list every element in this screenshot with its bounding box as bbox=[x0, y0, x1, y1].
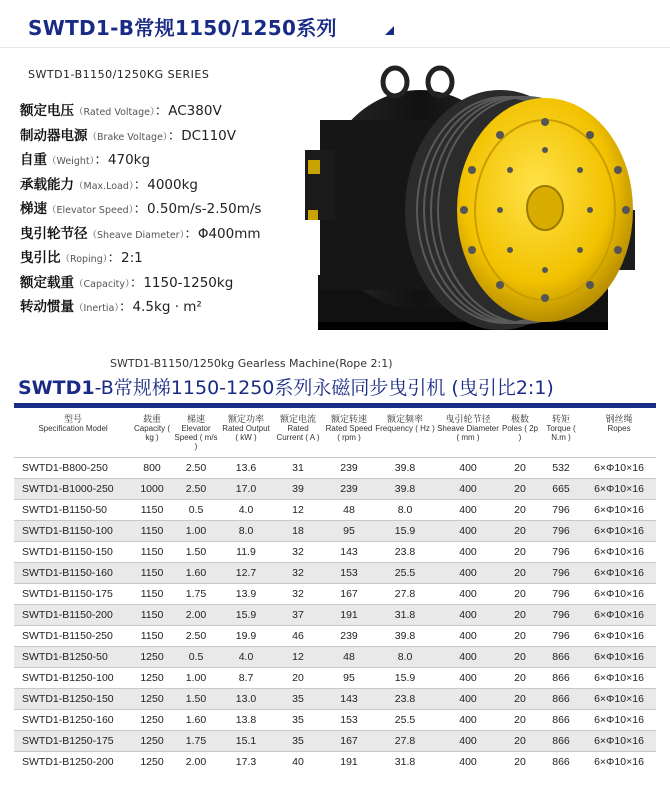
spec-english-label: （Sheave Diameter） bbox=[87, 229, 185, 241]
table-cell: 1.75 bbox=[172, 730, 220, 751]
table-cell: 6×Φ10×16 bbox=[582, 667, 656, 688]
table-cell: 32 bbox=[272, 583, 324, 604]
table-cell: 1250 bbox=[132, 709, 172, 730]
column-header-en: Ropes bbox=[607, 424, 631, 433]
table-row bbox=[14, 541, 656, 562]
table-cell: 796 bbox=[540, 541, 582, 562]
spec-row bbox=[20, 197, 320, 222]
table-cell: 1250 bbox=[132, 730, 172, 751]
column-header bbox=[374, 409, 436, 457]
spec-english-label: （Brake Voltage） bbox=[87, 131, 168, 143]
table-cell: 1000 bbox=[132, 478, 172, 499]
table-row bbox=[14, 688, 656, 709]
table-cell: 39.8 bbox=[374, 478, 436, 499]
table-cell: 31.8 bbox=[374, 751, 436, 772]
table-cell: SWTD1-B1250-160 bbox=[14, 709, 132, 730]
table-cell: 1.60 bbox=[172, 709, 220, 730]
spec-value: 470kg bbox=[107, 152, 151, 168]
spec-colon: ： bbox=[129, 274, 144, 291]
table-cell: 6×Φ10×16 bbox=[582, 457, 656, 478]
table-row bbox=[14, 751, 656, 772]
table-cell: 239 bbox=[324, 625, 374, 646]
table-cell: 167 bbox=[324, 583, 374, 604]
table-cell: 800 bbox=[132, 457, 172, 478]
table-cell: 796 bbox=[540, 604, 582, 625]
column-header-cn: 额定频率 bbox=[386, 414, 423, 424]
table-cell: 12 bbox=[272, 499, 324, 520]
table-cell: 39.8 bbox=[374, 625, 436, 646]
table-cell: 1.50 bbox=[172, 541, 220, 562]
table-body bbox=[14, 457, 656, 772]
table-row bbox=[14, 730, 656, 751]
table-cell: SWTD1-B1150-100 bbox=[14, 520, 132, 541]
table-cell: 400 bbox=[436, 541, 500, 562]
table-cell: 153 bbox=[324, 562, 374, 583]
column-header-cn: 极数 bbox=[510, 414, 529, 424]
spec-row bbox=[20, 173, 320, 198]
spec-label: 制动器电源 bbox=[20, 127, 88, 144]
table-cell: 1150 bbox=[132, 604, 172, 625]
spec-english-label: （Inertia） bbox=[74, 303, 120, 314]
table-cell: 191 bbox=[324, 751, 374, 772]
table-cell: 48 bbox=[324, 646, 374, 667]
spec-colon: ： bbox=[94, 152, 108, 168]
table-cell: 35 bbox=[272, 709, 324, 730]
table-cell: 6×Φ10×16 bbox=[582, 625, 656, 646]
table-cell: 95 bbox=[324, 520, 374, 541]
table-cell: 35 bbox=[272, 730, 324, 751]
table-cell: 4.0 bbox=[220, 499, 272, 520]
table-cell: 11.9 bbox=[220, 541, 272, 562]
table-cell: 6×Φ10×16 bbox=[582, 730, 656, 751]
table-cell: 35 bbox=[272, 688, 324, 709]
table-cell: 1150 bbox=[132, 625, 172, 646]
table-cell: 20 bbox=[500, 709, 540, 730]
table-cell: 39.8 bbox=[374, 457, 436, 478]
table-cell: 2.50 bbox=[172, 457, 220, 478]
table-cell: 6×Φ10×16 bbox=[582, 604, 656, 625]
table-cell: 866 bbox=[540, 688, 582, 709]
column-header bbox=[324, 409, 374, 457]
column-header-cn: 转矩 bbox=[551, 414, 570, 424]
traction-machine-image bbox=[300, 60, 660, 340]
table-cell: 0.5 bbox=[172, 646, 220, 667]
spec-label: 承载能力 bbox=[20, 176, 74, 193]
table-cell: 0.5 bbox=[172, 499, 220, 520]
table-cell: 20 bbox=[500, 541, 540, 562]
spec-english-label: （Elevator Speed） bbox=[47, 205, 134, 216]
table-cell: 31.8 bbox=[374, 604, 436, 625]
table-cell: 1150 bbox=[132, 499, 172, 520]
table-cell: SWTD1-B1250-200 bbox=[14, 751, 132, 772]
table-cell: 37 bbox=[272, 604, 324, 625]
table-cell: 23.8 bbox=[374, 688, 436, 709]
table-cell: 400 bbox=[436, 562, 500, 583]
table-row bbox=[14, 499, 656, 520]
table-cell: 1250 bbox=[132, 751, 172, 772]
column-header-en: Rated Speed ( rpm ) bbox=[325, 424, 373, 442]
spec-english-label: （Max.Load） bbox=[74, 180, 134, 192]
table-cell: 796 bbox=[540, 562, 582, 583]
table-cell: 6×Φ10×16 bbox=[582, 583, 656, 604]
table-cell: 1250 bbox=[132, 688, 172, 709]
table-cell: 31 bbox=[272, 457, 324, 478]
table-row bbox=[14, 646, 656, 667]
table-cell: 15.9 bbox=[220, 604, 272, 625]
table-cell: 400 bbox=[436, 688, 500, 709]
table-row bbox=[14, 667, 656, 688]
table-cell: 6×Φ10×16 bbox=[582, 562, 656, 583]
column-header-cn: 额定功率 bbox=[227, 414, 264, 424]
table-title-rest: -B常规梯1150-1250系列永磁同步曳引机 (曳引比2:1) bbox=[94, 377, 554, 399]
table-cell: 20 bbox=[500, 583, 540, 604]
column-header-en: Poles ( 2p ) bbox=[501, 424, 539, 442]
column-header bbox=[436, 409, 500, 457]
column-header-en: Capacity ( kg ) bbox=[133, 424, 170, 442]
spec-colon: ： bbox=[154, 103, 169, 119]
table-cell: 796 bbox=[540, 625, 582, 646]
table-cell: SWTD1-B1250-150 bbox=[14, 688, 132, 709]
table-cell: 25.5 bbox=[374, 709, 436, 730]
table-cell: 15.9 bbox=[374, 667, 436, 688]
table-cell: 13.8 bbox=[220, 709, 272, 730]
spec-row bbox=[20, 99, 320, 124]
table-cell: 153 bbox=[324, 709, 374, 730]
table-cell: 95 bbox=[324, 667, 374, 688]
spec-english-text: Sheave Diameter bbox=[97, 229, 180, 241]
spec-english-label: （Capacity） bbox=[74, 278, 130, 290]
table-cell: 12.7 bbox=[220, 562, 272, 583]
table-cell: 13.0 bbox=[220, 688, 272, 709]
table-cell: 400 bbox=[436, 457, 500, 478]
table-cell: 13.9 bbox=[220, 583, 272, 604]
table-cell: 400 bbox=[436, 499, 500, 520]
table-cell: SWTD1-B800-250 bbox=[14, 457, 132, 478]
table-cell: 6×Φ10×16 bbox=[582, 478, 656, 499]
spec-english-text: Brake Voltage bbox=[97, 131, 163, 143]
table-title bbox=[18, 373, 554, 400]
column-header-cn: 额定电流 bbox=[279, 414, 316, 424]
table-cell: 20 bbox=[500, 646, 540, 667]
triangle-marker-icon bbox=[385, 26, 394, 35]
table-cell: 17.0 bbox=[220, 478, 272, 499]
column-header-en: Frequency ( Hz ) bbox=[375, 424, 435, 433]
table-cell: SWTD1-B1150-200 bbox=[14, 604, 132, 625]
table-cell: 400 bbox=[436, 709, 500, 730]
table-cell: 13.6 bbox=[220, 457, 272, 478]
column-header-cn: 钢丝绳 bbox=[605, 414, 633, 424]
header-divider bbox=[0, 47, 670, 48]
spec-english-text: Roping bbox=[70, 254, 103, 265]
spec-label: 额定电压 bbox=[20, 103, 74, 119]
table-cell: 4.0 bbox=[220, 646, 272, 667]
table-cell: 8.0 bbox=[374, 499, 436, 520]
spec-row bbox=[20, 124, 320, 149]
table-cell: 400 bbox=[436, 604, 500, 625]
column-header-cn: 梯速 bbox=[186, 414, 205, 424]
table-cell: 866 bbox=[540, 709, 582, 730]
page-title: SWTD1-B常规1150/1250系列 bbox=[28, 16, 337, 40]
table-cell: 6×Φ10×16 bbox=[582, 751, 656, 772]
column-header bbox=[172, 409, 220, 457]
table-cell: 2.50 bbox=[172, 625, 220, 646]
table-cell: 1.00 bbox=[172, 667, 220, 688]
table-cell: 866 bbox=[540, 730, 582, 751]
table-cell: 866 bbox=[540, 667, 582, 688]
table-row bbox=[14, 583, 656, 604]
spec-label: 曳引比 bbox=[20, 250, 61, 266]
table-cell: SWTD1-B1250-175 bbox=[14, 730, 132, 751]
table-cell: 20 bbox=[500, 520, 540, 541]
table-cell: 32 bbox=[272, 562, 324, 583]
table-cell: 15.1 bbox=[220, 730, 272, 751]
table-cell: 20 bbox=[272, 667, 324, 688]
table-cell: 40 bbox=[272, 751, 324, 772]
series-subtitle: SWTD1-B1150/1250KG SERIES bbox=[28, 68, 210, 81]
spec-row bbox=[20, 222, 320, 247]
table-cell: 1.50 bbox=[172, 688, 220, 709]
table-cell: 532 bbox=[540, 457, 582, 478]
table-cell: 1150 bbox=[132, 583, 172, 604]
column-header-cn: 载重 bbox=[142, 414, 161, 424]
table-title-bold: SWTD1 bbox=[18, 377, 95, 399]
spec-colon: ： bbox=[133, 176, 148, 193]
spec-row bbox=[20, 148, 320, 173]
spec-value: Φ400mm bbox=[197, 225, 261, 242]
table-cell: SWTD1-B1150-160 bbox=[14, 562, 132, 583]
table-cell: 400 bbox=[436, 520, 500, 541]
spec-english-label: （Roping） bbox=[60, 254, 108, 265]
column-header bbox=[500, 409, 540, 457]
table-cell: 20 bbox=[500, 457, 540, 478]
table-row bbox=[14, 457, 656, 478]
table-cell: 19.9 bbox=[220, 625, 272, 646]
table-cell: 1.75 bbox=[172, 583, 220, 604]
column-header bbox=[132, 409, 172, 457]
column-header-cn: 型号 bbox=[63, 414, 82, 424]
table-cell: 1250 bbox=[132, 667, 172, 688]
column-header-en: Rated Output ( kW ) bbox=[222, 424, 270, 442]
table-cell: 48 bbox=[324, 499, 374, 520]
table-cell: SWTD1-B1150-50 bbox=[14, 499, 132, 520]
table-cell: 39 bbox=[272, 478, 324, 499]
spec-english-text: Capacity bbox=[83, 278, 126, 290]
table-cell: 20 bbox=[500, 499, 540, 520]
table-cell: 2.00 bbox=[172, 751, 220, 772]
table-cell: 866 bbox=[540, 646, 582, 667]
table-cell: 6×Φ10×16 bbox=[582, 499, 656, 520]
spec-english-text: Weight bbox=[56, 156, 90, 167]
table-cell: 796 bbox=[540, 499, 582, 520]
spec-value: 1150-1250kg bbox=[143, 274, 234, 291]
table-cell: 167 bbox=[324, 730, 374, 751]
table-header-row bbox=[14, 409, 656, 457]
spec-value: 4000kg bbox=[147, 176, 198, 193]
spec-label: 曳引轮节径 bbox=[20, 225, 88, 242]
table-cell: 239 bbox=[324, 457, 374, 478]
table-cell: 32 bbox=[272, 541, 324, 562]
column-header bbox=[14, 409, 132, 457]
table-cell: 400 bbox=[436, 751, 500, 772]
table-cell: 796 bbox=[540, 583, 582, 604]
table-cell: SWTD1-B1150-150 bbox=[14, 541, 132, 562]
table-cell: 20 bbox=[500, 562, 540, 583]
table-cell: SWTD1-B1000-250 bbox=[14, 478, 132, 499]
spec-english-text: Rated Voltage bbox=[83, 107, 150, 118]
spec-row bbox=[20, 246, 320, 271]
spec-colon: ： bbox=[167, 127, 182, 144]
table-cell: 1.60 bbox=[172, 562, 220, 583]
table-cell: 400 bbox=[436, 625, 500, 646]
table-cell: 46 bbox=[272, 625, 324, 646]
table-cell: 20 bbox=[500, 604, 540, 625]
spec-value: 4.5kg · m² bbox=[132, 299, 202, 315]
spec-list bbox=[20, 99, 320, 320]
spec-english-label: （Rated Voltage） bbox=[74, 107, 155, 118]
table-cell: 866 bbox=[540, 751, 582, 772]
table-cell: 191 bbox=[324, 604, 374, 625]
table-cell: 1.00 bbox=[172, 520, 220, 541]
table-cell: 1150 bbox=[132, 562, 172, 583]
spec-english-text: Inertia bbox=[83, 303, 115, 314]
column-header-en: Sheave Diameter ( mm ) bbox=[437, 424, 499, 442]
column-header-en: Specification Model bbox=[38, 424, 108, 433]
table-row bbox=[14, 520, 656, 541]
column-header bbox=[272, 409, 324, 457]
table-cell: 6×Φ10×16 bbox=[582, 520, 656, 541]
spec-table bbox=[14, 409, 656, 772]
table-cell: 27.8 bbox=[374, 583, 436, 604]
table-cell: SWTD1-B1150-250 bbox=[14, 625, 132, 646]
table-cell: 143 bbox=[324, 541, 374, 562]
table-cell: 2.00 bbox=[172, 604, 220, 625]
spec-colon: ： bbox=[184, 225, 198, 242]
table-cell: SWTD1-B1150-175 bbox=[14, 583, 132, 604]
column-header-cn: 曳引轮节径 bbox=[445, 414, 491, 424]
table-cell: 400 bbox=[436, 646, 500, 667]
table-subtitle: SWTD1-B1150/1250kg Gearless Machine(Rope 2:1) bbox=[110, 357, 393, 370]
table-cell: 20 bbox=[500, 730, 540, 751]
table-cell: 665 bbox=[540, 478, 582, 499]
table-row bbox=[14, 562, 656, 583]
table-cell: 17.3 bbox=[220, 751, 272, 772]
table-cell: 20 bbox=[500, 625, 540, 646]
table-cell: 25.5 bbox=[374, 562, 436, 583]
column-header-cn: 额定转速 bbox=[330, 414, 367, 424]
table-cell: 6×Φ10×16 bbox=[582, 646, 656, 667]
column-header-en: Rated Current ( A ) bbox=[276, 424, 320, 442]
table-cell: 400 bbox=[436, 478, 500, 499]
table-cell: 143 bbox=[324, 688, 374, 709]
table-title-bar bbox=[14, 403, 656, 408]
column-header-en: Torque ( N.m ) bbox=[546, 424, 576, 442]
table-cell: 8.7 bbox=[220, 667, 272, 688]
table-cell: 400 bbox=[436, 583, 500, 604]
spec-value: DC110V bbox=[181, 127, 237, 144]
spec-colon: ： bbox=[119, 299, 133, 315]
table-cell: 18 bbox=[272, 520, 324, 541]
table-cell: 1150 bbox=[132, 520, 172, 541]
spec-colon: ： bbox=[133, 201, 147, 217]
table-cell: 8.0 bbox=[220, 520, 272, 541]
table-cell: 6×Φ10×16 bbox=[582, 709, 656, 730]
table-cell: 1150 bbox=[132, 541, 172, 562]
table-cell: 20 bbox=[500, 667, 540, 688]
table-cell: 27.8 bbox=[374, 730, 436, 751]
table-row bbox=[14, 478, 656, 499]
column-header bbox=[220, 409, 272, 457]
table-cell: 400 bbox=[436, 667, 500, 688]
table-cell: SWTD1-B1250-50 bbox=[14, 646, 132, 667]
table-cell: 239 bbox=[324, 478, 374, 499]
column-header-en: Elevator Speed ( m/s ) bbox=[174, 424, 218, 451]
spec-row bbox=[20, 271, 320, 296]
table-row bbox=[14, 709, 656, 730]
table-cell: 400 bbox=[436, 730, 500, 751]
table-cell: 20 bbox=[500, 478, 540, 499]
spec-label: 转动惯量 bbox=[20, 299, 74, 315]
spec-row bbox=[20, 295, 320, 320]
column-header bbox=[540, 409, 582, 457]
table-cell: 12 bbox=[272, 646, 324, 667]
table-cell: 6×Φ10×16 bbox=[582, 688, 656, 709]
table-cell: 8.0 bbox=[374, 646, 436, 667]
table-row bbox=[14, 625, 656, 646]
table-cell: 20 bbox=[500, 751, 540, 772]
spec-value: 0.50m/s-2.50m/s bbox=[146, 201, 262, 217]
table-row bbox=[14, 604, 656, 625]
spec-colon: ： bbox=[107, 250, 121, 266]
spec-label: 额定载重 bbox=[20, 274, 74, 291]
table-cell: 1250 bbox=[132, 646, 172, 667]
spec-english-text: Max.Load bbox=[83, 180, 129, 192]
spec-english-label: （Weight） bbox=[47, 156, 95, 167]
spec-value: 2:1 bbox=[121, 250, 143, 266]
table-cell: 6×Φ10×16 bbox=[582, 541, 656, 562]
table-cell: 2.50 bbox=[172, 478, 220, 499]
table-cell: SWTD1-B1250-100 bbox=[14, 667, 132, 688]
spec-label: 自重 bbox=[20, 152, 47, 168]
spec-value: AC380V bbox=[168, 103, 222, 119]
spec-label: 梯速 bbox=[20, 201, 47, 217]
table-cell: 796 bbox=[540, 520, 582, 541]
table-cell: 15.9 bbox=[374, 520, 436, 541]
column-header bbox=[582, 409, 656, 457]
table-cell: 20 bbox=[500, 688, 540, 709]
spec-english-text: Elevator Speed bbox=[56, 205, 129, 216]
table-cell: 23.8 bbox=[374, 541, 436, 562]
